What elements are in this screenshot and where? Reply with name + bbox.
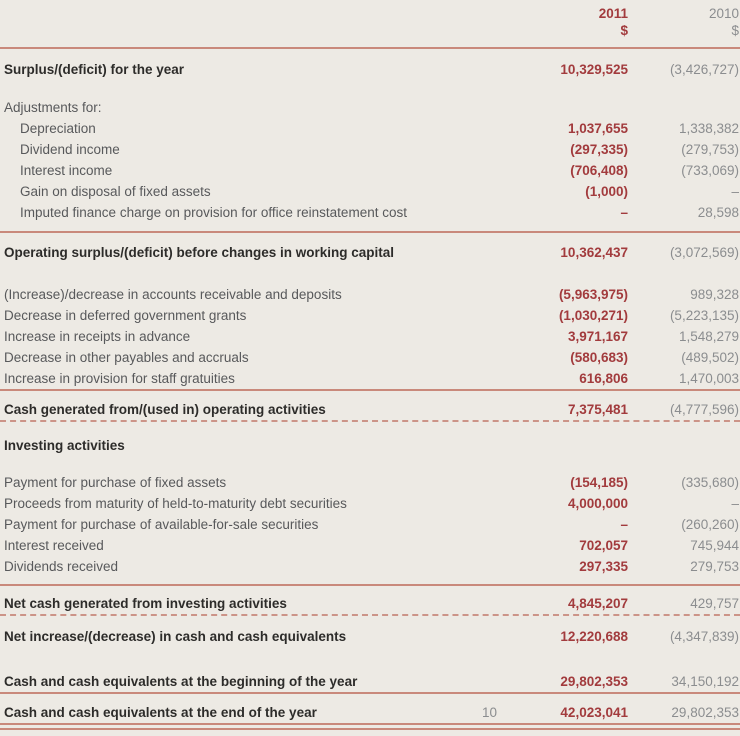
row-label: Gain on disposal of fixed assets (20, 184, 211, 199)
row-value-2011: 4,000,000 (567, 496, 628, 511)
row-label: Cash generated from/(used in) operating activities (4, 402, 326, 417)
row-label: Surplus/(deficit) for the year (4, 62, 185, 77)
row-value-2011: (1,030,271) (558, 308, 628, 323)
row-value-2010: 989,328 (690, 287, 739, 302)
row-label: Interest received (4, 538, 104, 553)
row-value-2011: 1,037,655 (567, 121, 628, 136)
column-header-currency (0, 22, 740, 39)
row-label: Cash and cash equivalents at the end of the year (4, 705, 317, 720)
row-label: Dividends received (4, 559, 119, 574)
table-row (0, 160, 740, 181)
table-row (0, 347, 740, 368)
table-row (0, 399, 740, 420)
row-value-2011: 29,802,353 (560, 674, 628, 689)
row-value-2010: 429,757 (690, 596, 739, 611)
row-label: Increase in receipts in advance (4, 329, 191, 344)
table-row (0, 368, 740, 389)
rule-operating-total (0, 389, 740, 391)
row-value-2010: (733,069) (681, 163, 739, 178)
table-row (0, 514, 740, 535)
rule-dashed-investing (0, 614, 740, 616)
table-row (0, 535, 740, 556)
row-value-2010: 34,150,192 (671, 674, 739, 689)
row-value-2010: 279,753 (690, 559, 739, 574)
rule-top (0, 47, 740, 49)
row-value-2010: 1,470,003 (678, 371, 739, 386)
row-label: Cash and cash equivalents at the beginning of the year (4, 674, 358, 689)
rule-investing-total (0, 584, 740, 586)
row-label: Dividend income (20, 142, 120, 157)
row-value-2010: 1,548,279 (678, 329, 739, 344)
table-row (0, 472, 740, 493)
row-value-2010: (3,426,727) (669, 62, 739, 77)
table-row (0, 202, 740, 223)
row-label: Decrease in other payables and accruals (4, 350, 249, 365)
row-value-2011: – (620, 517, 628, 532)
row-value-2011: (1,000) (585, 184, 628, 199)
table-row (0, 59, 740, 80)
row-value-2011: (706,408) (570, 163, 628, 178)
table-row (0, 139, 740, 160)
row-label: Net increase/(decrease) in cash and cash equivalents (4, 629, 347, 644)
row-label: Imputed finance charge on provision for office reinstatement cost (20, 205, 407, 220)
table-row (0, 326, 740, 347)
table-row (0, 593, 740, 614)
row-value-2011: 616,806 (579, 371, 628, 386)
table-row (0, 493, 740, 514)
row-value-2011: (154,185) (570, 475, 628, 490)
row-label: (Increase)/decrease in accounts receivable and deposits (4, 287, 342, 302)
section-header-investing (0, 435, 740, 456)
table-row (0, 284, 740, 305)
column-header-2011: 2011 (598, 6, 628, 21)
row-label: Decrease in deferred government grants (4, 308, 247, 323)
row-value-2011: 4,845,207 (567, 596, 628, 611)
row-label: Depreciation (20, 121, 96, 136)
row-label: Net cash generated from investing activities (4, 596, 287, 611)
row-note-reference: 10 (481, 705, 497, 720)
row-value-2010: 28,598 (697, 205, 739, 220)
table-row (0, 118, 740, 139)
row-value-2011: 702,057 (579, 538, 628, 553)
table-row (0, 181, 740, 202)
row-label: Interest income (20, 163, 113, 178)
row-value-2010: (4,347,839) (669, 629, 739, 644)
row-value-2011: (5,963,975) (558, 287, 628, 302)
row-label: Payment for purchase of fixed assets (4, 475, 227, 490)
row-value-2010: (3,072,569) (669, 245, 739, 260)
row-label: Investing activities (4, 438, 125, 453)
row-value-2011: – (620, 205, 628, 220)
row-value-2010: – (731, 184, 739, 199)
table-row (0, 671, 740, 692)
row-value-2010: (335,680) (681, 475, 739, 490)
column-header-2010: 2010 (708, 6, 739, 21)
row-value-2011: 42,023,041 (560, 705, 628, 720)
table-row (0, 702, 740, 723)
row-value-2011: 10,329,525 (560, 62, 628, 77)
row-value-2011: (580,683) (570, 350, 628, 365)
row-value-2010: (5,223,135) (669, 308, 739, 323)
row-value-2011: 10,362,437 (560, 245, 628, 260)
row-value-2011: 3,971,167 (567, 329, 628, 344)
row-value-2010: 745,944 (690, 538, 739, 553)
row-value-2010: (4,777,596) (669, 402, 739, 417)
rule-beginning-balance (0, 692, 740, 694)
row-value-2011: 297,335 (579, 559, 628, 574)
row-label: Increase in provision for staff gratuities (4, 371, 235, 386)
row-value-2010: 29,802,353 (671, 705, 739, 720)
row-value-2011: (297,335) (570, 142, 628, 157)
rule-dashed-operating (0, 420, 740, 422)
table-row (0, 556, 740, 577)
row-label: Operating surplus/(deficit) before changes in working capital (4, 245, 395, 260)
column-header-years (0, 5, 740, 22)
table-row (0, 242, 740, 263)
rule-double-closing (0, 723, 740, 730)
row-label: Payment for purchase of available-for-sale securities (4, 517, 319, 532)
currency-symbol-2011: $ (620, 23, 628, 38)
row-value-2010: (260,260) (681, 517, 739, 532)
row-label: Proceeds from maturity of held-to-maturity debt securities (4, 496, 347, 511)
currency-symbol-2010: $ (731, 23, 739, 38)
row-value-2010: – (731, 496, 739, 511)
rule-operating-subtotal (0, 231, 740, 233)
row-label: Adjustments for: (4, 100, 102, 115)
table-row (0, 626, 740, 647)
table-row (0, 97, 740, 118)
row-value-2010: (279,753) (681, 142, 739, 157)
table-row (0, 305, 740, 326)
row-value-2011: 12,220,688 (560, 629, 628, 644)
row-value-2010: 1,338,382 (678, 121, 739, 136)
row-value-2010: (489,502) (681, 350, 739, 365)
row-value-2011: 7,375,481 (567, 402, 628, 417)
